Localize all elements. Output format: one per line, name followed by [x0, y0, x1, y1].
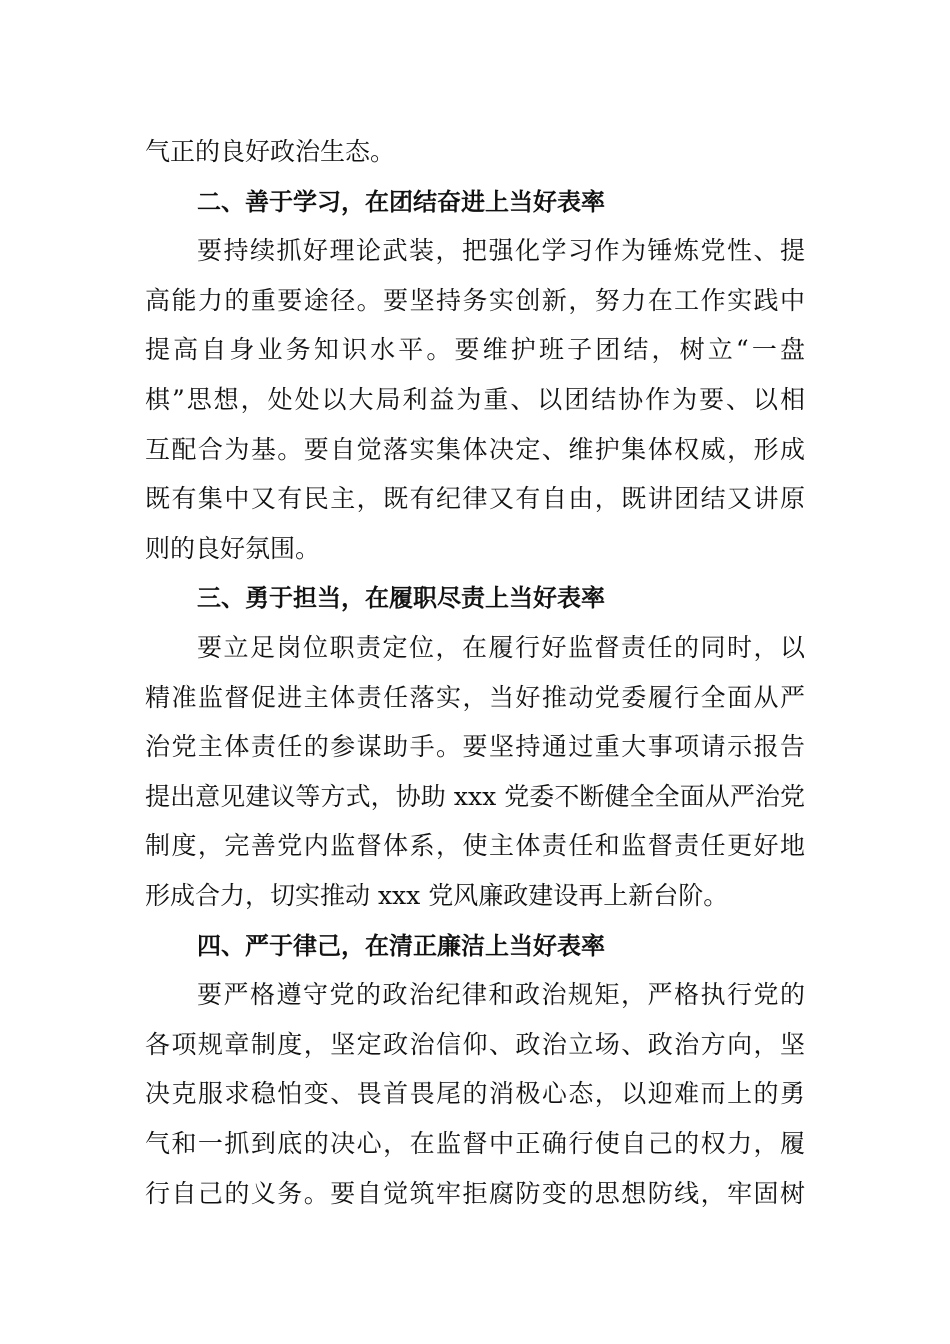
section-heading: 四、严于律己，在清正廉洁上当好表率 — [197, 931, 605, 960]
section-heading: 三、勇于担当，在履职尽责上当好表率 — [197, 584, 605, 613]
paragraph-line: 各项规章制度，坚定政治信仰、政治立场、政治方向，坚 — [145, 1029, 805, 1059]
paragraph-first-line: 要立足岗位职责定位，在履行好监督责任的同时，以 — [197, 633, 805, 662]
paragraph-line: 提高自身业务知识水平。要维护班子团结，树立“一盘 — [145, 335, 805, 365]
paragraph-first-line: 要严格遵守党的政治纪律和政治规矩，严格执行党的 — [197, 980, 805, 1010]
paragraph-line: 制度，完善党内监督体系，使主体责任和监督责任更好地 — [145, 831, 805, 861]
paragraph-line: 棋”思想，处处以大局利益为重、以团结协作为要、以相 — [145, 385, 805, 414]
paragraph-line: 形成合力，切实推动 xxx 党风廉政建设再上新台阶。 — [145, 881, 729, 910]
paragraph-line: 气正的良好政治生态。 — [145, 137, 396, 166]
section-heading: 二、善于学习，在团结奋进上当好表率 — [197, 187, 605, 216]
paragraph-line: 气和一抓到底的决心，在监督中正确行使自己的权力，履 — [145, 1129, 805, 1158]
paragraph-line: 治党主体责任的参谋助手。要坚持通过重大事项请示报告 — [145, 732, 805, 762]
paragraph-line: 决克服求稳怕变、畏首畏尾的消极心态，以迎难而上的勇 — [145, 1079, 805, 1109]
paragraph-line: 互配合为基。要自觉落实集体决定、维护集体权威，形成 — [145, 434, 805, 464]
paragraph-line: 精准监督促进主体责任落实，当好推动党委履行全面从严 — [145, 682, 805, 712]
paragraph-first-line: 要持续抓好理论武装，把强化学习作为锤炼党性、提 — [197, 236, 805, 266]
paragraph-line: 提出意见建议等方式，协助 xxx 党委不断健全全面从严治党 — [145, 781, 805, 811]
paragraph-line: 既有集中又有民主，既有纪律又有自由，既讲团结又讲原 — [145, 484, 805, 514]
paragraph-line: 高能力的重要途径。要坚持务实创新，努力在工作实践中 — [145, 285, 805, 315]
paragraph-line: 行自己的义务。要自觉筑牢拒腐防变的思想防线，牢固树 — [145, 1178, 805, 1208]
paragraph-line: 则的良好氛围。 — [145, 533, 321, 563]
